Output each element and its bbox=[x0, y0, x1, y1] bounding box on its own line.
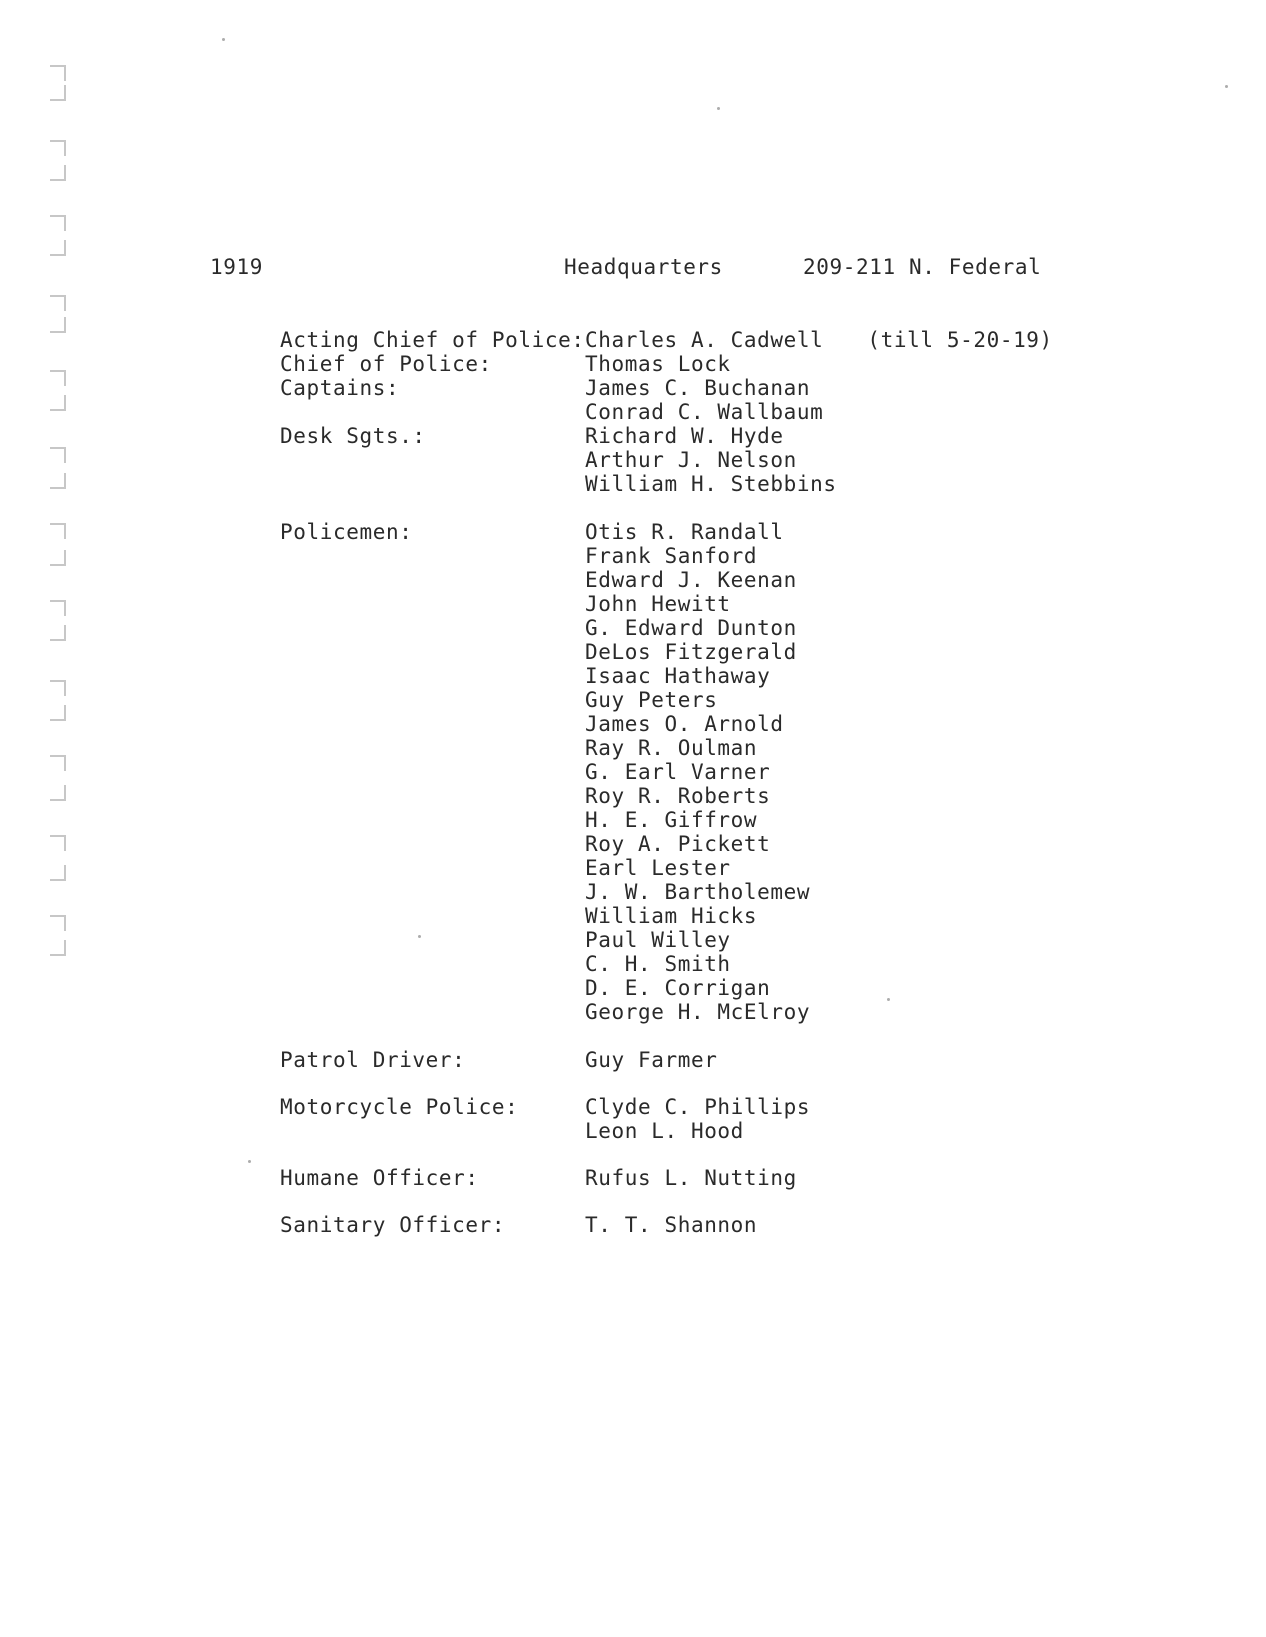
person-name: George H. McElroy bbox=[585, 1000, 811, 1024]
binding-mark bbox=[50, 240, 66, 256]
person-name: Leon L. Hood bbox=[585, 1119, 744, 1143]
name-list bbox=[585, 1095, 1040, 1143]
binding-mark bbox=[50, 395, 66, 411]
binding-mark bbox=[50, 447, 66, 463]
binding-mark bbox=[50, 165, 66, 181]
binding-mark bbox=[50, 295, 66, 311]
role-label: Chief of Police: bbox=[280, 352, 492, 376]
person-name: William Hicks bbox=[585, 904, 758, 928]
person-name: T. T. Shannon bbox=[585, 1213, 758, 1237]
person-name: Otis R. Randall bbox=[585, 520, 784, 544]
person-name: Ray R. Oulman bbox=[585, 736, 758, 760]
role-label: Captains: bbox=[280, 376, 400, 400]
person-name: Roy A. Pickett bbox=[585, 832, 771, 856]
year: 1919 bbox=[210, 255, 263, 279]
role-label: Patrol Driver: bbox=[280, 1048, 466, 1072]
binding-mark bbox=[50, 523, 66, 539]
role-label: Desk Sgts.: bbox=[280, 424, 426, 448]
binding-mark bbox=[50, 940, 66, 956]
tenure-note: (till 5-20-19) bbox=[867, 328, 1053, 352]
role-label: Sanitary Officer: bbox=[280, 1213, 506, 1237]
person-name: H. E. Giffrow bbox=[585, 808, 758, 832]
binding-mark bbox=[50, 865, 66, 881]
binding-mark bbox=[50, 85, 66, 101]
person-name: Earl Lester bbox=[585, 856, 731, 880]
roster-entry-policemen bbox=[280, 520, 1040, 1024]
name-list bbox=[585, 424, 1040, 496]
person-name: Isaac Hathaway bbox=[585, 664, 771, 688]
person-name: William H. Stebbins bbox=[585, 472, 837, 496]
page-header bbox=[0, 255, 1266, 285]
person-name: J. W. Bartholemew bbox=[585, 880, 811, 904]
roster-entry-captains bbox=[280, 376, 1040, 424]
paper-speck bbox=[1225, 85, 1228, 88]
person-name: Roy R. Roberts bbox=[585, 784, 771, 808]
paper-speck bbox=[418, 935, 421, 938]
roster-entry-patrol-driver bbox=[280, 1048, 1040, 1072]
person-name: Guy Peters bbox=[585, 688, 718, 712]
person-name: Guy Farmer bbox=[585, 1048, 718, 1072]
person-name: G. Earl Varner bbox=[585, 760, 771, 784]
binding-mark bbox=[50, 370, 66, 386]
binding-mark bbox=[50, 317, 66, 333]
name-list bbox=[585, 376, 1040, 424]
person-name: Richard W. Hyde bbox=[585, 424, 784, 448]
roster bbox=[280, 328, 1053, 1237]
person-name: Arthur J. Nelson bbox=[585, 448, 797, 472]
roster-entry-humane-officer bbox=[280, 1166, 1040, 1190]
person-name: Thomas Lock bbox=[585, 352, 731, 376]
role-label: Motorcycle Police: bbox=[280, 1095, 519, 1119]
person-name: Clyde C. Phillips bbox=[585, 1095, 811, 1119]
person-name: D. E. Corrigan bbox=[585, 976, 771, 1000]
roster-entry-desk-sgts bbox=[280, 424, 1040, 496]
binding-mark bbox=[50, 705, 66, 721]
paper-speck bbox=[887, 998, 890, 1001]
role-label: Policemen: bbox=[280, 520, 413, 544]
name-list bbox=[585, 328, 1053, 352]
paper-speck bbox=[248, 1160, 251, 1163]
binding-mark bbox=[50, 680, 66, 696]
person-name: Rufus L. Nutting bbox=[585, 1166, 797, 1190]
name-list bbox=[585, 1213, 1040, 1237]
binding-mark bbox=[50, 600, 66, 616]
paper-speck bbox=[222, 38, 225, 41]
role-label: Acting Chief of Police: bbox=[280, 328, 585, 352]
person-name: Charles A. Cadwell bbox=[585, 328, 824, 352]
name-list bbox=[585, 1048, 1040, 1072]
address: 209-211 N. Federal bbox=[803, 255, 1042, 279]
roster-entry-chief bbox=[280, 352, 1040, 376]
name-list bbox=[585, 1166, 1040, 1190]
binding-mark bbox=[50, 140, 66, 156]
binding-mark bbox=[50, 625, 66, 641]
person-name: Paul Willey bbox=[585, 928, 731, 952]
binding-mark bbox=[50, 915, 66, 931]
person-name: Conrad C. Wallbaum bbox=[585, 400, 824, 424]
name-list bbox=[585, 520, 1040, 1024]
person-name: DeLos Fitzgerald bbox=[585, 640, 797, 664]
binding-mark bbox=[50, 785, 66, 801]
person-name: Frank Sanford bbox=[585, 544, 758, 568]
roster-entry-sanitary-officer bbox=[280, 1213, 1040, 1237]
binding-mark bbox=[50, 215, 66, 231]
binding-mark bbox=[50, 835, 66, 851]
roster-entry-motorcycle-police bbox=[280, 1095, 1040, 1143]
binding-mark bbox=[50, 473, 66, 489]
person-name: C. H. Smith bbox=[585, 952, 731, 976]
person-name: James C. Buchanan bbox=[585, 376, 811, 400]
binding-mark bbox=[50, 550, 66, 566]
person-name: G. Edward Dunton bbox=[585, 616, 797, 640]
role-label: Humane Officer: bbox=[280, 1166, 479, 1190]
person-name: James O. Arnold bbox=[585, 712, 784, 736]
binding-mark bbox=[50, 755, 66, 771]
page-title: Headquarters bbox=[564, 255, 723, 279]
person-name: John Hewitt bbox=[585, 592, 731, 616]
roster-entry-acting-chief bbox=[280, 328, 1053, 352]
name-list bbox=[585, 352, 1040, 376]
binding-mark bbox=[50, 65, 66, 81]
paper-speck bbox=[717, 107, 720, 110]
person-name: Edward J. Keenan bbox=[585, 568, 797, 592]
